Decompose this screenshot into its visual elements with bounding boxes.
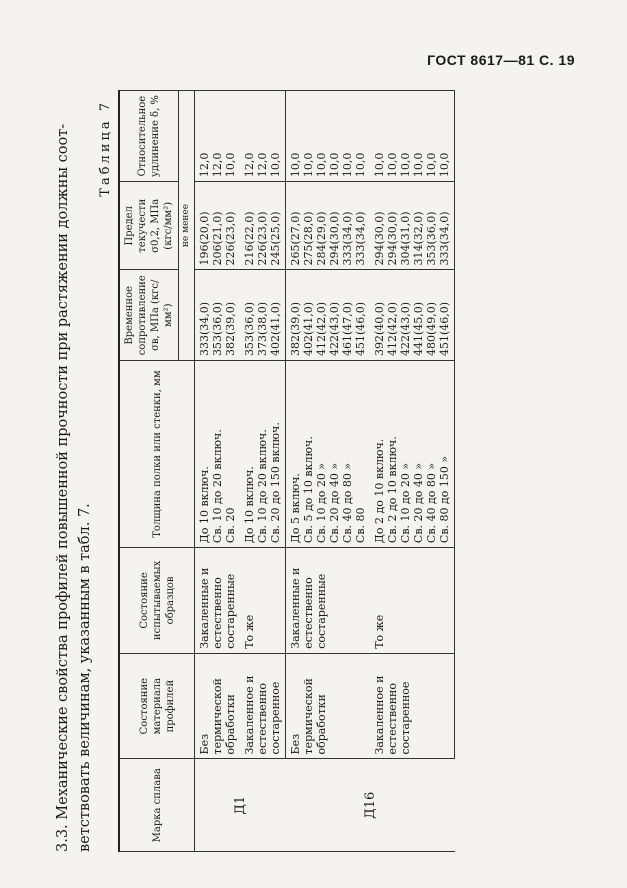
thickness-cell-line: Св. 80 (354, 507, 367, 544)
elongation-cell (286, 91, 371, 182)
yield-cell-line: 314(32,0) (412, 211, 425, 266)
elongation-cell-line: 10,0 (328, 152, 341, 178)
header-tensile: Временное сопротивление σв, МПа (кгс/мм²) (119, 270, 179, 361)
tensile-cell-line: 373(38,0) (256, 301, 269, 357)
thickness-cell-line: Св. 10 до 20 включ. (211, 429, 224, 544)
yield-cell-line: 353(36,0) (425, 211, 438, 266)
sample-state-cell: Закаленные и естественно состаренные (195, 548, 241, 654)
tensile-cell-line: 333(34,0) (198, 301, 211, 357)
tensile-cell-line: 422(43,0) (399, 301, 412, 357)
alloy-mark: Д1 (195, 759, 286, 852)
elongation-cell-line: 12,0 (256, 152, 269, 178)
thickness-cell (195, 361, 241, 548)
yield-cell-line: 294(30,0) (373, 211, 386, 266)
table-label: Таблица 7 (98, 100, 113, 197)
header-sample-state: Состояние испытываемых образцов (119, 548, 195, 654)
thickness-cell (286, 361, 371, 548)
header-mark: Марка сплава (119, 759, 195, 852)
header-min-note: не менее (179, 91, 195, 361)
material-state-cell: Закаленное и естественно состаренное (240, 653, 286, 759)
yield-cell-line: 284(29,0) (315, 211, 328, 266)
elongation-cell-line: 10,0 (425, 152, 438, 178)
thickness-cell-line: До 10 включ. (243, 466, 256, 544)
intro-paragraph (52, 90, 96, 852)
thickness-cell-line: Св. 20 до 40 » (412, 462, 425, 544)
elongation-cell-line: 10,0 (302, 152, 315, 178)
elongation-cell-line: 10,0 (315, 152, 328, 178)
tensile-cell-line: 353(36,0) (211, 301, 224, 357)
intro-line-1: 3.3. Механические свойства профилей повышенной прочности при растяжении должны соот- (55, 123, 71, 852)
elongation-cell-line: 10,0 (399, 152, 412, 178)
thickness-cell-line: Св. 40 до 80 » (341, 462, 354, 544)
intro-line-2: ветствовать величинам, указанным в табл. 7. (77, 503, 93, 852)
thickness-cell-line: До 5 включ. (289, 473, 302, 544)
table-row (370, 91, 455, 852)
elongation-cell (240, 91, 286, 182)
tensile-cell-line: 451(46,0) (354, 301, 367, 357)
thickness-cell-line: Св. 10 до 20 » (315, 462, 328, 544)
tensile-cell-line: 422(43,0) (328, 301, 341, 357)
yield-cell-line: 226(23,0) (224, 211, 237, 266)
thickness-cell-line: До 2 до 10 включ. (373, 438, 386, 544)
tensile-cell-line: 412(42,0) (386, 301, 399, 357)
yield-cell-line: 245(25,0) (269, 211, 282, 266)
rotated-content (52, 90, 572, 852)
elongation-cell-line: 10,0 (224, 152, 237, 178)
elongation-cell-line: 12,0 (211, 152, 224, 178)
thickness-cell-line: Св. 20 до 150 включ. (269, 422, 282, 544)
tensile-cell-line: 382(39,0) (289, 301, 302, 357)
tensile-cell-line: 441(45,0) (412, 301, 425, 357)
yield-cell (195, 182, 241, 270)
material-state-cell: Без термической обработки (286, 653, 371, 759)
yield-cell-line: 265(27,0) (289, 211, 302, 266)
thickness-cell-line: До 10 включ. (198, 466, 211, 544)
table-row (286, 91, 371, 852)
page-header: ГОСТ 8617—81 С. 19 (427, 52, 575, 68)
elongation-cell (195, 91, 241, 182)
thickness-cell-line: Св. 10 до 20 » (399, 462, 412, 544)
thickness-cell-line: Св. 2 до 10 включ. (386, 436, 399, 544)
tensile-cell (240, 270, 286, 361)
material-state-cell: Без термической обработки (195, 653, 241, 759)
yield-cell-line: 196(20,0) (198, 211, 211, 266)
thickness-cell-line: Св. 20 (224, 507, 237, 544)
tensile-cell-line: 382(39,0) (224, 301, 237, 357)
properties-table (118, 90, 455, 852)
header-yield: Предел текучести σ0,2, МПа (кгс/мм²) (119, 182, 179, 270)
sample-state-cell: То же (370, 548, 455, 654)
material-state-cell: Закаленное и естественно состаренное (370, 653, 455, 759)
table-row (195, 91, 241, 852)
header-elongation: Относительное удлинение δ, % (119, 91, 179, 182)
tensile-cell-line: 451(46,0) (438, 301, 451, 357)
yield-cell (370, 182, 455, 270)
elongation-cell-line: 12,0 (243, 152, 256, 178)
thickness-cell (240, 361, 286, 548)
elongation-cell (370, 91, 455, 182)
sample-state-cell: То же (240, 548, 286, 654)
elongation-cell-line: 10,0 (289, 152, 302, 178)
sample-state-cell: Закаленные и естественно состаренные (286, 548, 371, 654)
elongation-cell-line: 10,0 (438, 152, 451, 178)
alloy-mark: Д16 (286, 759, 455, 852)
thickness-cell-line: Св. 20 до 40 » (328, 462, 341, 544)
tensile-cell-line: 402(41,0) (269, 301, 282, 357)
yield-cell-line: 333(34,0) (354, 211, 367, 266)
yield-cell-line: 206(21,0) (211, 211, 224, 266)
tensile-cell-line: 461(47,0) (341, 301, 354, 357)
elongation-cell-line: 10,0 (269, 152, 282, 178)
thickness-cell-line: Св. 40 до 80 » (425, 462, 438, 544)
yield-cell-line: 294(30,0) (328, 211, 341, 266)
elongation-cell-line: 10,0 (341, 152, 354, 178)
tensile-cell (370, 270, 455, 361)
yield-cell-line: 226(23,0) (256, 211, 269, 266)
elongation-cell-line: 10,0 (354, 152, 367, 178)
elongation-cell-line: 12,0 (198, 152, 211, 178)
elongation-cell-line: 10,0 (412, 152, 425, 178)
header-material-state: Состояние материала профилей (119, 653, 195, 759)
yield-cell-line: 294(30,0) (386, 211, 399, 266)
thickness-cell-line: Св. 10 до 20 включ. (256, 429, 269, 544)
tensile-cell-line: 402(41,0) (302, 301, 315, 357)
table-row (240, 91, 286, 852)
tensile-cell-line: 392(40,0) (373, 301, 386, 357)
tensile-cell-line: 480(49,0) (425, 301, 438, 357)
thickness-cell-line: Св. 5 до 10 включ. (302, 436, 315, 544)
yield-cell-line: 333(34,0) (438, 211, 451, 266)
thickness-cell (370, 361, 455, 548)
tensile-cell (286, 270, 371, 361)
yield-cell (240, 182, 286, 270)
yield-cell-line: 216(22,0) (243, 211, 256, 266)
yield-cell-line: 275(28,0) (302, 211, 315, 266)
thickness-cell-line: Св. 80 до 150 » (438, 455, 451, 544)
tensile-cell-line: 412(42,0) (315, 301, 328, 357)
yield-cell (286, 182, 371, 270)
tensile-cell (195, 270, 241, 361)
header-thickness: Толщина полки или стенки, мм (119, 361, 195, 548)
tensile-cell-line: 353(36,0) (243, 301, 256, 357)
yield-cell-line: 304(31,0) (399, 211, 412, 266)
elongation-cell-line: 10,0 (373, 152, 386, 178)
table-body (195, 91, 455, 852)
yield-cell-line: 333(34,0) (341, 211, 354, 266)
elongation-cell-line: 10,0 (386, 152, 399, 178)
